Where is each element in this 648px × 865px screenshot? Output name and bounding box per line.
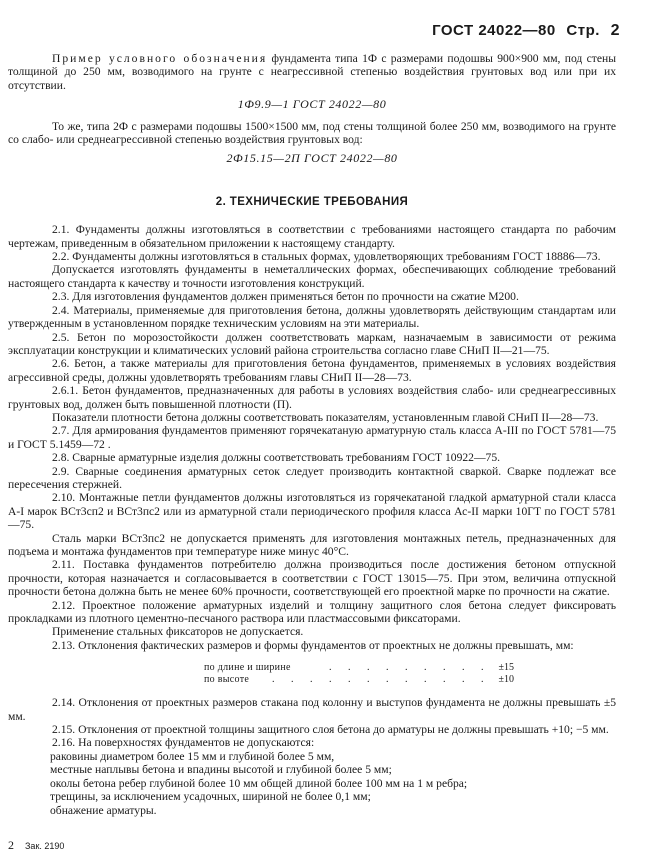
page-number: 2 bbox=[610, 22, 620, 39]
leader-dots: . . . . . . . . . . . . bbox=[272, 674, 491, 686]
clause: 2.14. Отклонения от проектных размеров стакана под колонну и выступов фундамента не должны превышать ±5 мм. bbox=[8, 696, 616, 723]
clause: 2.12. Проектное положение арматурных изделий и толщину защитного слоя бетона следует фиксировать прокладками из плотного цементно-песчаного раствора или пластмассовыми фиксаторами. bbox=[8, 598, 616, 626]
tolerance-row bbox=[204, 662, 514, 674]
clause: 2.1. Фундаменты должны изготовляться в соответствии с требованиями настоящего стандарта по рабочим чертежам, приведенным в обязательном приложении к настоящему стандарту. bbox=[8, 223, 616, 250]
clause: Сталь марки ВСт3пс2 не допускается применять для изготовления монтажных петель, предназначенных для подъема и монтажа фундаментов при температуре ниже минус 40°С. bbox=[8, 531, 616, 558]
clause: Применение стальных фиксаторов не допускается. bbox=[52, 625, 304, 639]
tolerance-label: по длине и ширине bbox=[204, 662, 291, 674]
page-header bbox=[426, 22, 620, 40]
tolerance-row bbox=[204, 674, 514, 686]
page-footer bbox=[8, 838, 64, 853]
list-item: трещины, за исключением усадочных, шириной не более 0,1 мм; bbox=[50, 790, 371, 804]
clause: 2.8. Сварные арматурные изделия должны соответствовать требованиям ГОСТ 10922—75. bbox=[52, 451, 501, 465]
clause: 2.3. Для изготовления фундаментов должен применяться бетон по прочности на сжатие М200. bbox=[52, 290, 519, 304]
clause: 2.15. Отклонения от проектной толщины защитного слоя бетона до арматуры не должны превышать +10; −5 мм. bbox=[52, 723, 609, 737]
clause: 2.5. Бетон по морозостойкости должен соответствовать маркам, назначаемым в зависимости от режима эксплуатации конструкции и климатических условий района строительства согласно главе СНиП II—21—75. bbox=[8, 330, 616, 357]
clause: 2.11. Поставка фундаментов потребителю должна производиться после достижения бетоном отпускной прочности, которая назначается и согласовывается в соответствии с ГОСТ 13015—75. При этом, величина отпускной прочности бетона должна быть не менее 60% прочности, соответствующей его проектной марке по прочности на сжатие. bbox=[8, 558, 616, 599]
clause: Допускается изготовлять фундаменты в неметаллических формах, обеспечивающих соблюдение требований настоящего стандарта к качеству и точности изготовления конструкций. bbox=[8, 263, 616, 290]
clause: 2.7. Для армирования фундаментов применяют горячекатаную арматурную сталь класса А-III по ГОСТ 5781—75 и ГОСТ 5.1459—72 . bbox=[8, 424, 616, 451]
document-body bbox=[8, 52, 616, 817]
requirements-list bbox=[8, 223, 616, 652]
gost-number: ГОСТ 24022—80 bbox=[432, 22, 556, 39]
tolerance-table bbox=[204, 662, 514, 686]
intro-paragraph-1: Пример условного обозначения фундамента типа 1Ф с размерами подошвы 900×900 мм, под стены толщиной до 250 мм, возводимого на грунте с неагрессивной степенью воздействия грунтовых вод или при их отсутствии. bbox=[8, 52, 616, 92]
tolerance-value: ±10 bbox=[498, 674, 514, 686]
clause: 2.6. Бетон, а также материалы для приготовления бетона фундаментов, применяемых в условиях воздействия агрессивной среды, должны удовлетворять требованиям главы СНиП II—28—73. bbox=[8, 357, 616, 384]
footer-page-number: 2 bbox=[8, 838, 14, 852]
tolerance-label: по высоте bbox=[204, 674, 250, 686]
section-title: 2. ТЕХНИЧЕСКИЕ ТРЕБОВАНИЯ bbox=[215, 195, 409, 208]
designation-example-1: 1Ф9.9—1 ГОСТ 24022—80 bbox=[237, 97, 387, 112]
leader-dots: . . . . . . . . . bbox=[329, 662, 491, 674]
clause: 2.6.1. Бетон фундаментов, предназначенных для работы в условиях воздействия слабо- или среднеагрессивных грунтовых вод, должен быть повышенной плотности (П). bbox=[8, 384, 616, 411]
clause: 2.9. Сварные соединения арматурных сеток следует производить контактной сваркой. Сварке подлежат все пересечения стержней. bbox=[8, 464, 616, 491]
list-item: раковины диаметром более 15 мм и глубиной более 5 мм, bbox=[50, 749, 335, 763]
intro-lead: Пример условного обозначения bbox=[52, 52, 268, 65]
clause: 2.13. Отклонения фактических размеров и формы фундаментов от проектных не должны превышать, мм: bbox=[52, 638, 574, 652]
clause: 2.4. Материалы, применяемые для приготовления бетона, должны удовлетворять действующим стандартам или утвержденным в установленном порядке техническим условиям на эти материалы. bbox=[8, 303, 616, 331]
clause: 2.16. На поверхностях фундаментов не допускаются: bbox=[52, 736, 315, 750]
designation-example-2: 2Ф15.15—2П ГОСТ 24022—80 bbox=[226, 151, 398, 166]
clause: 2.10. Монтажные петли фундаментов должны изготовляться из горячекатаной гладкой арматурной стали класса А-I марок ВСт3сп2 и ВСт3пс2 или из арматурной стали периодического профиля класса Ас-II марки 10ГТ по ГОСТ 5781—75. bbox=[8, 491, 616, 532]
tolerance-value: ±15 bbox=[498, 662, 514, 674]
page-label: Стр. bbox=[566, 22, 600, 39]
defects-list bbox=[42, 750, 616, 817]
clause: Показатели плотности бетона должны соответствовать показателям, установленным главой СНиП II—28—73. bbox=[52, 410, 599, 424]
list-item: околы бетона ребер глубиной более 10 мм общей длиной более 100 мм на 1 м ребра; bbox=[50, 776, 468, 790]
clause: 2.2. Фундаменты должны изготовляться в стальных формах, удовлетворяющих требованиям ГОСТ 18886—73. bbox=[52, 250, 601, 264]
order-number: Зак. 2190 bbox=[25, 841, 65, 851]
list-item: местные наплывы бетона и впадины высотой и глубиной более 5 мм; bbox=[50, 763, 392, 777]
intro-paragraph-2: То же, типа 2Ф с размерами подошвы 1500×1500 мм, под стены толщиной более 250 мм, возводимого на грунте со слабо- или среднеагрессивной степенью воздействия грунтовых вод: bbox=[8, 119, 616, 147]
list-item: обнажение арматуры. bbox=[50, 803, 157, 817]
